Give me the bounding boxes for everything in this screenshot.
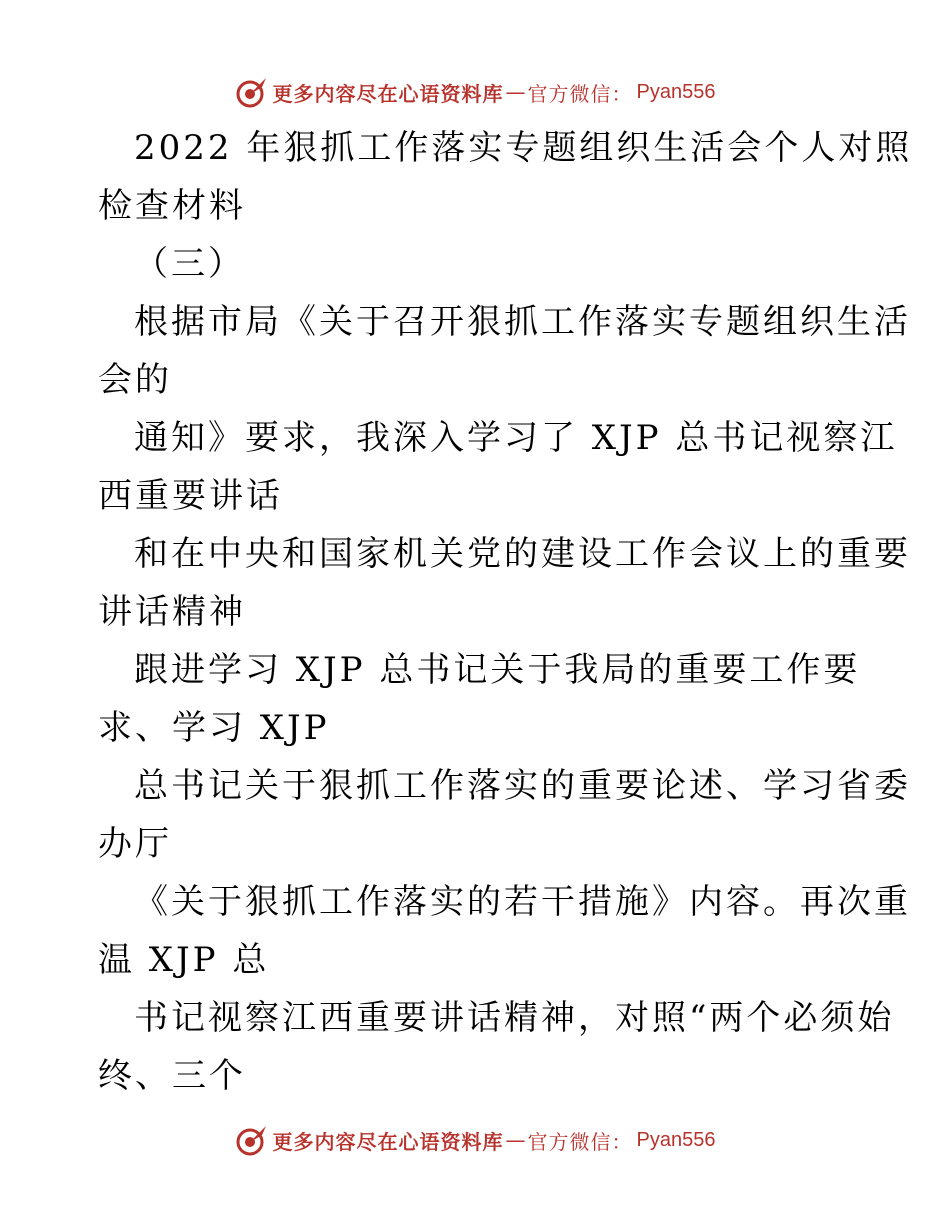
paragraph-line: 通知》要求，我深入学习了 XJP 总书记视察江 [134, 418, 898, 458]
quill-logo-icon [235, 75, 269, 109]
paragraph-line: 根据市局《关于召开狠抓工作落实专题组织生活 [134, 302, 911, 342]
paragraph-line: 总书记关于狠抓工作落实的重要论述、学习省委 [134, 766, 911, 806]
paragraph-line: 求、学习 XJP [98, 708, 330, 748]
paragraph-line: 终、三个 [98, 1056, 246, 1096]
paragraph-line: 会的 [98, 360, 172, 400]
subtitle-line: （三） [134, 244, 245, 284]
title-line-1: 2022 年狠抓工作落实专题组织生活会个人对照 [134, 128, 913, 168]
footer-banner [0, 1120, 950, 1160]
paragraph-line: 和在中央和国家机关党的建设工作会议上的重要 [134, 534, 911, 574]
banner-official-text: 官方微信： [527, 1129, 633, 1154]
title-line-2: 检查材料 [98, 186, 246, 226]
paragraph-line: 书记视察江西重要讲话精神，对照“两个必须始 [134, 998, 895, 1038]
header-banner [0, 72, 950, 112]
paragraph-line: 西重要讲话 [98, 476, 283, 516]
quill-logo-icon [235, 1123, 269, 1157]
banner-main-text: 更多内容尽在心语资料库 [272, 81, 504, 106]
banner-official-text: 官方微信： [527, 81, 633, 106]
banner-dash: — [505, 1128, 526, 1152]
paragraph-line: 跟进学习 XJP 总书记关于我局的重要工作要 [134, 650, 861, 690]
paragraph-line: 办厅 [98, 824, 172, 864]
paragraph-line: 温 XJP 总 [98, 940, 270, 980]
banner-main-text: 更多内容尽在心语资料库 [272, 1129, 504, 1154]
banner-dash: — [505, 80, 526, 104]
banner-wechat-id: Pyan556 [636, 80, 716, 103]
paragraph-line: 讲话精神 [98, 592, 246, 632]
paragraph-line: 《关于狠抓工作落实的若干措施》内容。再次重 [134, 882, 911, 922]
banner-wechat-id: Pyan556 [636, 1128, 716, 1151]
